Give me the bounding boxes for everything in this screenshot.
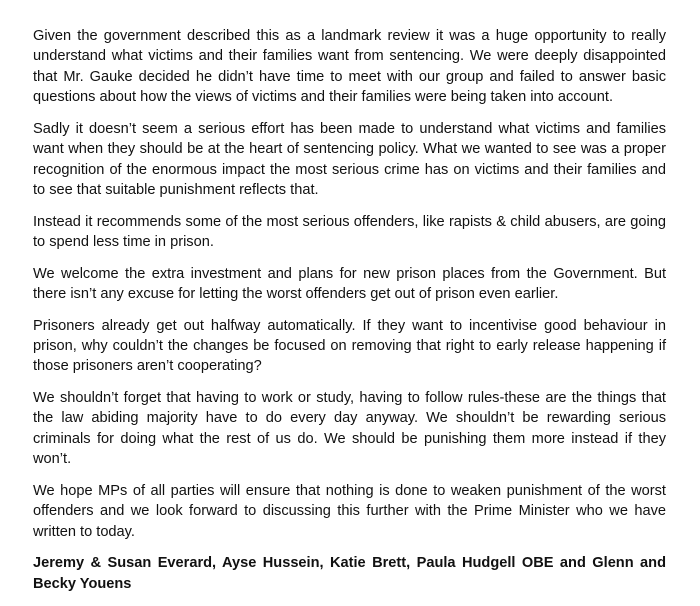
paragraph-law-abiding-majority: We shouldn’t forget that having to work or study, having to follow rules-these are the things that the law abiding majority have to do every day anyway. We shouldn’t be rewarding serious criminals for doing what the rest of us do. We should be punishing them more instead if they won’t. [33,390,666,468]
paragraph-mps-appeal: We hope MPs of all parties will ensure that nothing is done to weaken punishment of the worst offenders and we look forward to discussing this further with the Prime Minister who we have written to today. [33,482,666,540]
paragraph-less-time-in-prison: Instead it recommends some of the most serious offenders, like rapists & child abusers, are going to spend less time in prison. [33,213,666,251]
letter-body [33,26,666,594]
signatories: Jeremy & Susan Everard, Ayse Hussein, Katie Brett, Paula Hudgell OBE and Glenn and Becky Youens [33,555,666,592]
paragraph-serious-effort: Sadly it doesn’t seem a serious effort has been made to understand what victims and families want when they should be at the heart of sentencing policy. What we wanted to see was a proper recognition of the enormous impact the most serious crime has on victims and their families and to see that suitable punishment reflects that. [33,120,666,199]
paragraph-early-release: Prisoners already get out halfway automatically. If they want to incentivise good behaviour in prison, why couldn’t the changes be focused on removing that right to early release happening if those prisoners aren’t cooperating? [33,317,666,375]
paragraph-prison-investment: We welcome the extra investment and plans for new prison places from the Government. But there isn’t any excuse for letting the worst offenders get out of prison even earlier. [33,265,666,303]
paragraph-landmark-review: Given the government described this as a landmark review it was a huge opportunity to really understand what victims and their families want from sentencing. We were deeply disappointed that Mr. Gauke decided he didn’t have time to meet with our group and failed to answer basic questions about how the views of victims and their families were being taken into account. [33,28,666,106]
